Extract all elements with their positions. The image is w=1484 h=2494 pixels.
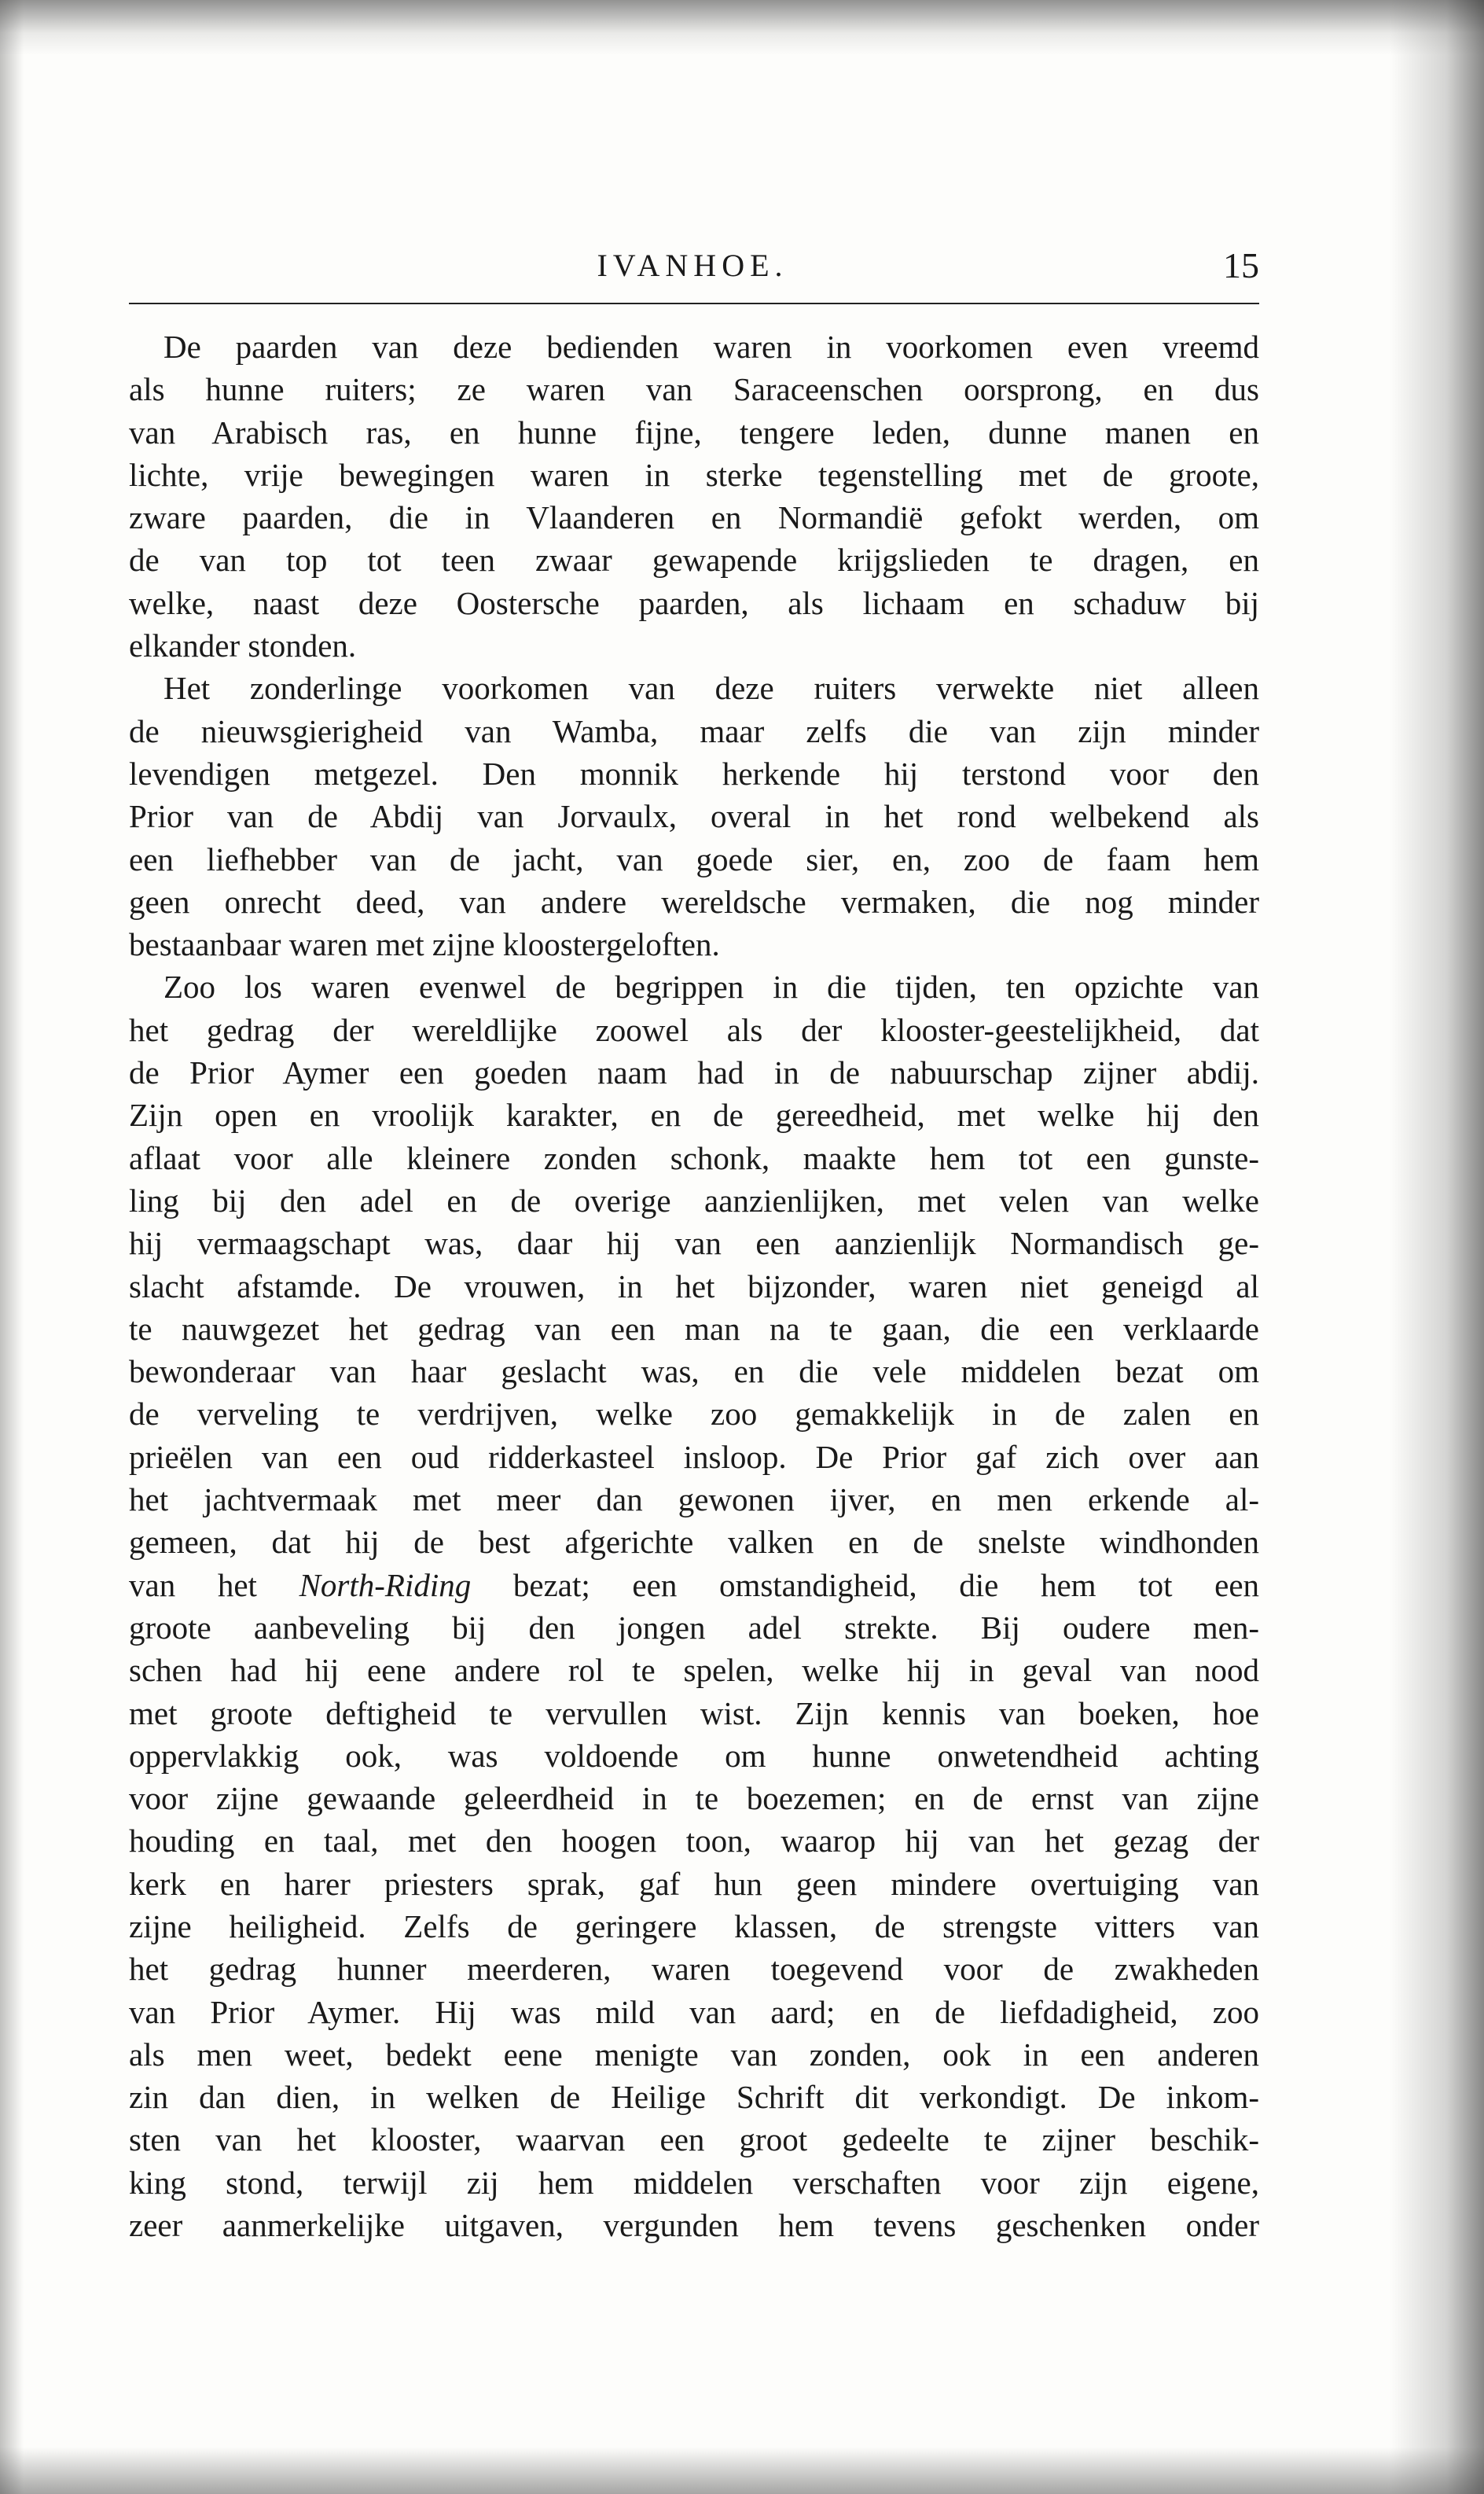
text-line: het gedrag der wereldlijke zoowel als der klooster-geestelijkheid, dat <box>129 1011 1259 1048</box>
text-line: De paarden van deze bedienden waren in voorkomen even vreemd <box>163 329 1259 365</box>
text-line: te nauwgezet het gedrag van een man na te gaan, die een verklaarde <box>129 1310 1259 1347</box>
text-line: van Arabisch ras, en hunne fijne, tengere leden, dunne manen en <box>129 414 1259 451</box>
text-line: het jachtvermaak met meer dan gewonen ijver, en men erkende al- <box>129 1481 1259 1518</box>
text-line: Zoo los waren evenwel de begrippen in die tijden, ten opzichte van <box>163 969 1259 1006</box>
text-line: ling bij den adel en de overige aanzienlijken, met velen van welke <box>129 1182 1259 1219</box>
text-line: kerk en harer priesters sprak, gaf hun geen mindere overtuiging van <box>129 1865 1259 1902</box>
text-line: als men weet, bedekt eene menigte van zonden, ook in een anderen <box>129 2036 1259 2073</box>
text-line: schen had hij eene andere rol te spelen, welke hij in geval van nood <box>129 1652 1259 1689</box>
text-line: Prior van de Abdij van Jorvaulx, overal in het rond welbekend als <box>129 798 1259 835</box>
text-line: zijne heiligheid. Zelfs de geringere klassen, de strengste vitters van <box>129 1907 1259 1944</box>
text-line: een liefhebber van de jacht, van goede sier, en, zoo de faam hem <box>129 841 1259 877</box>
running-title: IVANHOE. <box>597 248 788 283</box>
text-line: groote aanbeveling bij den jongen adel strekte. Bij oudere men- <box>129 1609 1259 1646</box>
text-line: zin dan dien, in welken de Heilige Schrift dit verkondigt. De inkom- <box>129 2079 1259 2116</box>
text-line: slacht afstamde. De vrouwen, in het bijzonder, waren niet geneigd al <box>129 1267 1259 1304</box>
text-line: levendigen metgezel. Den monnik herkende hij terstond voor den <box>129 755 1259 792</box>
text-line <box>129 1564 1259 1606</box>
text-line: aflaat voor alle kleinere zonden schonk, maakte hem tot een gunste- <box>129 1139 1259 1176</box>
text-line: als hunne ruiters; ze waren van Saraceenschen oorsprong, en dus <box>129 371 1259 408</box>
text-line: de nieuwsgierigheid van Wamba, maar zelfs die van zijn minder <box>129 712 1259 749</box>
text-line: Zijn open en vroolijk karakter, en de gereedheid, met welke hij den <box>129 1097 1259 1134</box>
text-line: hij vermaagschapt was, daar hij van een aanzienlijk Normandisch ge- <box>129 1225 1259 1262</box>
text-line: bewonderaar van haar geslacht was, en die vele middelen bezat om <box>129 1353 1259 1390</box>
text-line: Het zonderlinge voorkomen van deze ruiters verwekte niet alleen <box>163 670 1259 707</box>
text-line: voor zijne gewaande geleerdheid in te boezemen; en de ernst van zijne <box>129 1780 1259 1817</box>
italic-place-name: North-Riding <box>299 1566 472 1603</box>
text-line: sten van het klooster, waarvan een groot gedeelte te zijner beschik- <box>129 2121 1259 2158</box>
running-head <box>126 242 1259 289</box>
text-line: de verveling te verdrijven, welke zoo gemakkelijk in de zalen en <box>129 1396 1259 1433</box>
scan-edge-right <box>1390 0 1484 2494</box>
text-line: het gedrag hunner meerderen, waren toegevend voor de zwakheden <box>129 1951 1259 1988</box>
text-line: de Prior Aymer een goeden naam had in de nabuurschap zijner abdij. <box>129 1054 1259 1091</box>
text-line: zware paarden, die in Vlaanderen en Normandië gefokt werden, om <box>129 499 1259 536</box>
text-line: van Prior Aymer. Hij was mild van aard; en de liefdadigheid, zoo <box>129 1993 1259 2030</box>
text-line: zeer aanmerkelijke uitgaven, vergunden hem tevens geschenken onder <box>129 2207 1259 2244</box>
text-line: lichte, vrije bewegingen waren in sterke tegenstelling met de groote, <box>129 456 1259 493</box>
text-line: bestaanbaar waren met zijne kloostergeloften. <box>129 926 720 963</box>
body-text <box>129 326 1259 2246</box>
text-line: de van top tot teen zwaar gewapende krijgslieden te dragen, en <box>129 542 1259 579</box>
text-line: met groote deftigheid te vervullen wist. Zijn kennis van boeken, hoe <box>129 1694 1259 1731</box>
text-segment: van het <box>129 1566 257 1603</box>
text-line: gemeen, dat hij de best afgerichte valken en de snelste windhonden <box>129 1524 1259 1561</box>
text-line: houding en taal, met den hoogen toon, waarop hij van het gezag der <box>129 1823 1259 1859</box>
text-line: welke, naast deze Oostersche paarden, als lichaam en schaduw bij <box>129 584 1259 621</box>
text-line: geen onrecht deed, van andere wereldsche vermaken, die nog minder <box>129 883 1259 920</box>
text-line: elkander stonden. <box>129 627 357 664</box>
scan-edge-left <box>0 0 24 2494</box>
text-segment: bezat; een omstandigheid, die hem tot een <box>512 1566 1260 1603</box>
text-line: prieëlen van een oud ridderkasteel insloop. De Prior gaf zich over aan <box>129 1438 1259 1475</box>
scan-edge-top <box>0 0 1484 55</box>
page-number: 15 <box>1223 245 1259 285</box>
header-rule <box>129 303 1259 304</box>
text-line: oppervlakkig ook, was voldoende om hunne onwetendheid achting <box>129 1737 1259 1774</box>
text-line: king stond, terwijl zij hem middelen verschaften voor zijn eigene, <box>129 2164 1259 2201</box>
scan-edge-bottom <box>0 2447 1484 2494</box>
